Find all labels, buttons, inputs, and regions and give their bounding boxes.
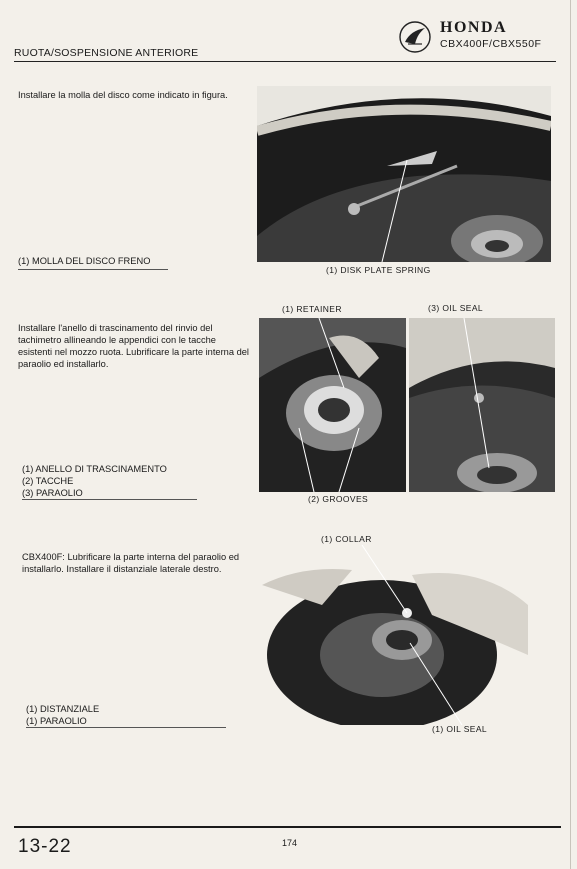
callout-rule (22, 499, 197, 500)
photo-disk-plate-spring (257, 86, 551, 262)
footer-rule (14, 826, 561, 828)
photo-label: (1) RETAINER (282, 304, 342, 314)
step-2-text: Installare l'anello di trascinamento del rinvio del tachimetro allineando le appendici con le tacche esistenti nel mozzo ruota. Lubrificare la parte interna del paraolio ed installarlo. (18, 323, 249, 369)
callout-rule (18, 269, 168, 270)
step-1-text: Installare la molla del disco come indicato in figura. (18, 90, 228, 100)
step-2-callouts (22, 463, 222, 499)
photo-collar (262, 545, 528, 725)
step-3-text: CBX400F: Lubrificare la parte interna del paraolio ed installarlo. Installare il distanziale laterale destro. (22, 552, 240, 574)
section-title: RUOTA/SOSPENSIONE ANTERIORE (14, 47, 199, 59)
photo-label: (3) OIL SEAL (428, 303, 484, 313)
brand-name: HONDA (440, 19, 508, 36)
photo-oil-seal (409, 318, 555, 492)
callout-item: (3) PARAOLIO (22, 488, 83, 498)
page-edge-line (570, 0, 571, 869)
photo-label: (1) DISK PLATE SPRING (326, 265, 431, 275)
callout-item: (1) ANELLO DI TRASCINAMENTO (22, 464, 167, 474)
photo-label: (1) COLLAR (321, 534, 372, 544)
photo-label: (1) OIL SEAL (432, 724, 488, 734)
honda-wing-logo (398, 20, 432, 54)
callout-rule (26, 727, 226, 728)
page-number: 13-22 (18, 836, 72, 857)
callout-item: (1) PARAOLIO (26, 716, 87, 726)
photo-label: (2) GROOVES (308, 494, 369, 504)
callout-item: (1) DISTANZIALE (26, 704, 100, 714)
callout-item: (2) TACCHE (22, 476, 74, 486)
step-3-callouts (26, 703, 226, 727)
center-page-number: 174 (282, 838, 298, 848)
step-1-callout: (1) MOLLA DEL DISCO FRENO (18, 256, 151, 266)
model-name: CBX400F/CBX550F (440, 38, 542, 50)
photo-retainer (259, 318, 406, 492)
header-rule (14, 61, 556, 62)
